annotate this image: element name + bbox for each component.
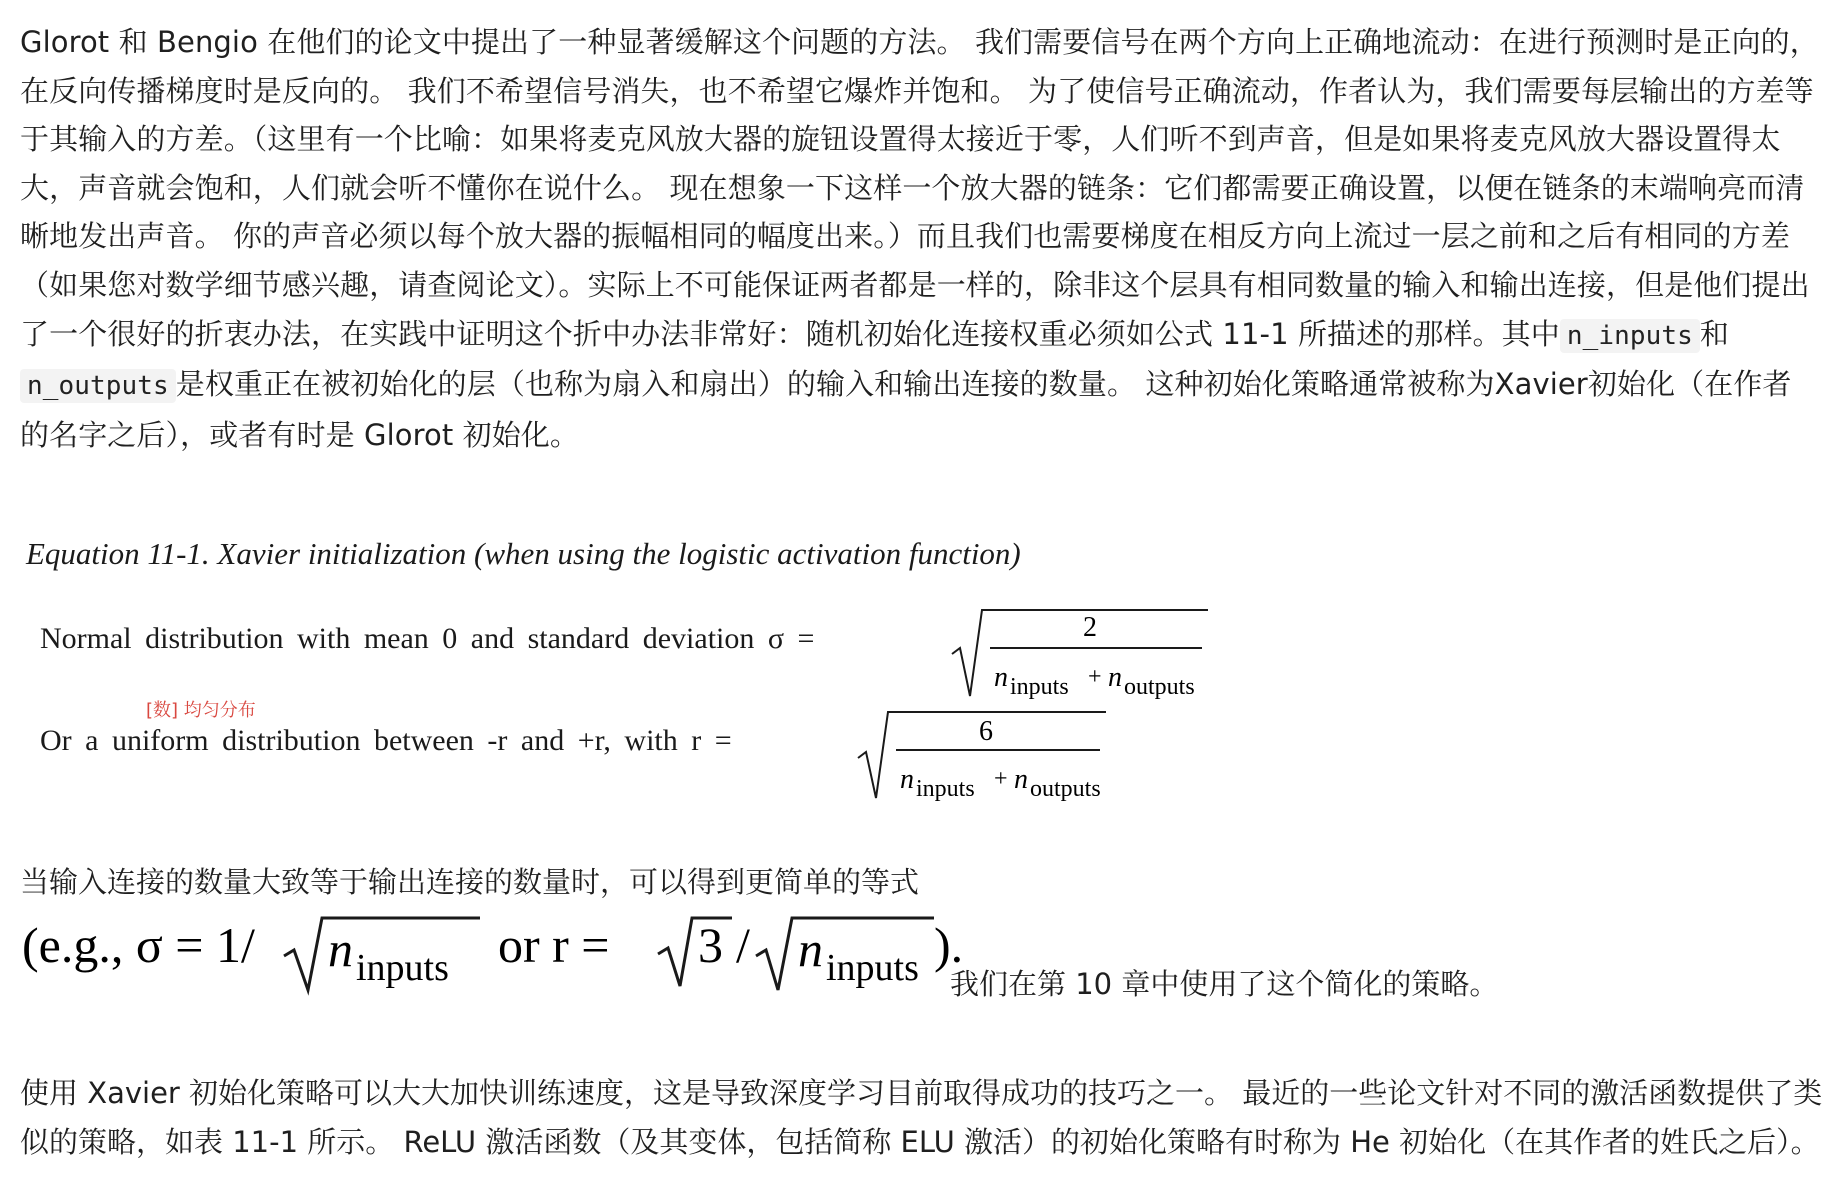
normal-sqrt-fraction (950, 604, 1210, 704)
equation-uniform-line: Or a uniform distribution between -r and +r, with r = (40, 724, 732, 757)
uniform-sqrt-fraction (856, 704, 1116, 804)
paragraph-he-initialization: 使用 Xavier 初始化策略可以大大加快训练速度，这是导致深度学习目前取得成功的技巧之一。 最近的一些论文针对不同的激活函数提供了类似的策略，如表 11-1 所示。 ReLU 激活函数（及其变体，包括简称 ELU 激活）的初始化策略有时称为 He 初始化（在其作者的姓氏之后）。 (20, 1076, 1823, 1159)
simplified-suffix: ). (934, 917, 964, 973)
article-body (20, 18, 1820, 459)
denominator-n: n (1014, 764, 1028, 795)
subscript-inputs: inputs (916, 776, 975, 802)
paragraph-text: Glorot 和 Bengio 在他们的论文中提出了一种显著缓解这个问题的方法。 我们需要信号在两个方向上正确地流动：在进行预测时是正向的，在反向传播梯度时是反向的。 我们不希望信号消失，也不希望它爆炸并饱和。 为了使信号正确流动，作者认为，我们需要每层输出的方差等于其输入的方差。（这里有一个比喻：如果将麦克风放大器的旋钮设置得太接近于零，人们听不到声音，但是如果将麦克风放大器设置得太大，声音就会饱和，人们就会听不懂你在说什么。 现在想象一下这样一个放大器的链条：它们都需要正确设置，以便在链条的末端响亮而清晰地发出声音。 你的声音必须以每个放大器的振幅相同的幅度出来。）而且我们也需要梯度在相反方向上流过一层之前和之后有相同的方差（如果您对数学细节感兴趣，请查阅论文）。实际上不可能保证两者都是一样的，除非这个层具有相同数量的输入和输出连接，但是他们提出了一个很好的折衷办法，在实践中证明这个折中办法非常好：随机初始化连接权重必须如公式 11-1 所描述的那样。其中 (20, 25, 1819, 351)
simplified-strategy-note: 我们在第 10 章中使用了这个简化的策略。 (950, 967, 1499, 1001)
numerator-2: 2 (1083, 612, 1097, 643)
paragraph-text-continued: 是权重正在被初始化的层（也称为扇入和扇出）的输入和输出连接的数量。 这种初始化策略通常被称为Xavier初始化（在作者的名字之后），或者有时是 Glorot 初始化。 (20, 367, 1792, 452)
plus-sign: + (994, 766, 1008, 792)
simplified-three: 3 (698, 917, 723, 973)
simplified-n: n (328, 921, 353, 977)
denominator-n: n (900, 764, 914, 795)
simplified-equation-image (22, 906, 962, 996)
equation-normal-line: Normal distribution with mean 0 and standard deviation σ = (40, 622, 815, 655)
simplified-prefix: (e.g., σ = 1/ (22, 917, 255, 973)
plus-sign: + (1088, 664, 1102, 690)
subscript-outputs: outputs (1030, 776, 1101, 802)
translation-annotation: [数] 均匀分布 (146, 700, 256, 721)
simplified-subscript-inputs: inputs (826, 947, 919, 989)
simplified-or-r: or r = (498, 917, 610, 973)
denominator-n: n (994, 662, 1008, 693)
simplified-slash: / (736, 917, 750, 973)
paragraph-xavier-intro (20, 18, 1820, 459)
inline-code-n-inputs: n_inputs (1560, 319, 1700, 353)
simplified-subscript-inputs: inputs (356, 947, 449, 989)
conjunction-text: 和 (1699, 316, 1729, 351)
simplified-n: n (798, 921, 823, 977)
equation-image (20, 528, 1195, 802)
numerator-6: 6 (979, 716, 993, 747)
denominator-n: n (1108, 662, 1122, 693)
inline-code-n-outputs: n_outputs (20, 369, 176, 403)
subscript-outputs: outputs (1124, 674, 1195, 700)
subscript-inputs: inputs (1010, 674, 1069, 700)
paragraph-simpler-equation: 当输入连接的数量大致等于输出连接的数量时，可以得到更简单的等式 (20, 865, 920, 899)
equation-title: Equation 11-1. Xavier initialization (when using the logistic activation function) (26, 536, 1021, 571)
